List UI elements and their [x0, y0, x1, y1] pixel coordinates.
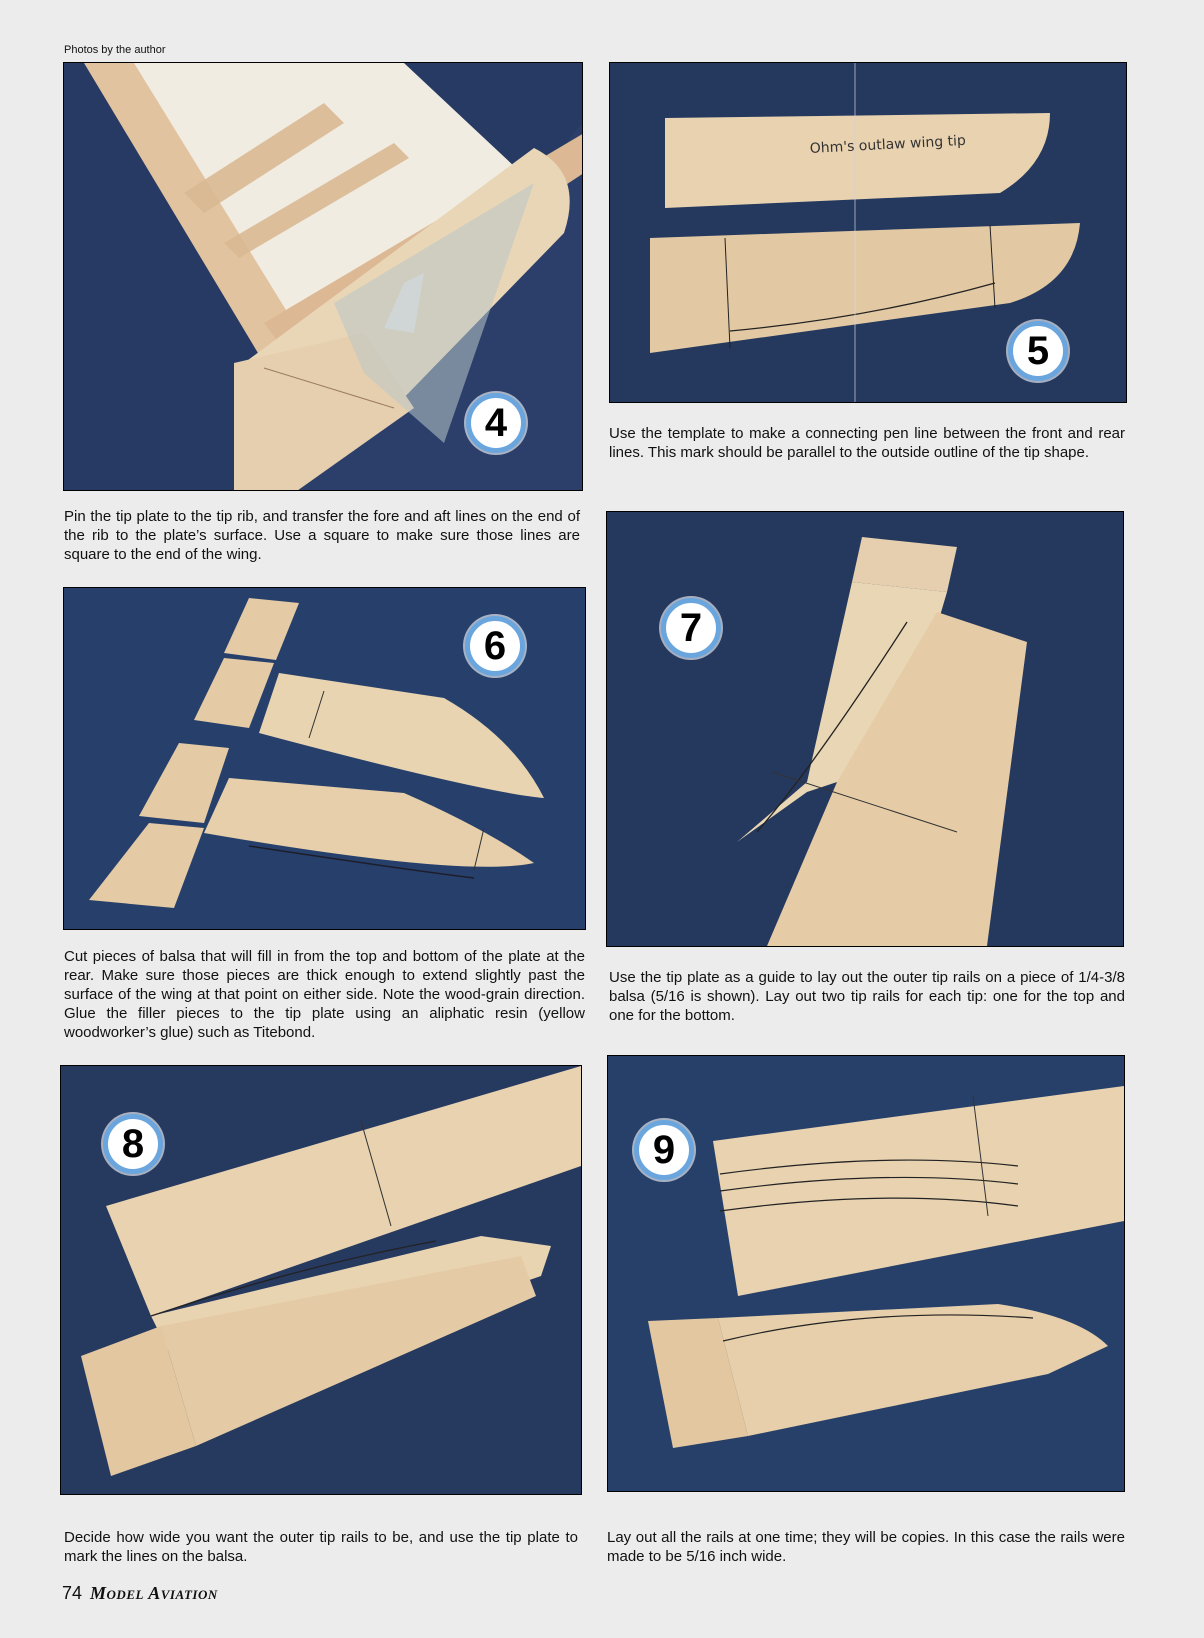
magazine-name: Model Aviation — [90, 1583, 218, 1603]
photo-5-number-badge: 5 — [1008, 321, 1068, 381]
photo-8 — [60, 1065, 582, 1495]
photo-7 — [606, 511, 1124, 947]
photo-credit: Photos by the author — [64, 44, 166, 56]
photo-7-number-badge: 7 — [661, 598, 721, 658]
photo-8-number-badge: 8 — [103, 1114, 163, 1174]
photo-7-image — [607, 512, 1123, 946]
photo-9-number-badge: 9 — [634, 1120, 694, 1180]
template-handwriting: Ohm's outlaw wing tip — [809, 132, 967, 157]
caption-6: Cut pieces of balsa that will fill in from the top and bottom of the plate at the rear. Make sure those pieces are thick enough to extend slightly past the surface of the wing at that point on either side. Note the wood-grain direction. Glue the filler pieces to the tip plate using an aliphatic resin (yellow woodworker’s glue) such as Titebond. — [64, 948, 585, 1041]
caption-4: Pin the tip plate to the tip rib, and transfer the fore and aft lines on the end of the rib to the plate’s surface. Use a square to make sure those lines are square to the end of the wing. — [64, 508, 580, 563]
photo-9-image — [608, 1056, 1124, 1491]
photo-4 — [63, 62, 583, 491]
caption-5: Use the template to make a connecting pen line between the front and rear lines. This mark should be parallel to the outside outline of the tip shape. — [609, 425, 1125, 461]
photo-4-number-badge: 4 — [466, 393, 526, 453]
page-number: 74 — [62, 1583, 83, 1603]
caption-7: Use the tip plate as a guide to lay out the outer tip rails on a piece of 1/4-3/8 balsa (5/16 is shown). Lay out two tip rails for each tip: one for the top and one for the bottom. — [609, 969, 1125, 1024]
photo-9 — [607, 1055, 1125, 1492]
caption-8: Decide how wide you want the outer tip rails to be, and use the tip plate to mark the lines on the balsa. — [64, 1529, 578, 1565]
page-footer — [62, 1583, 218, 1604]
caption-9: Lay out all the rails at one time; they will be copies. In this case the rails were made to be 5/16 inch wide. — [607, 1529, 1125, 1565]
photo-6-number-badge: 6 — [465, 616, 525, 676]
photo-5 — [609, 62, 1127, 403]
photo-6 — [63, 587, 586, 930]
